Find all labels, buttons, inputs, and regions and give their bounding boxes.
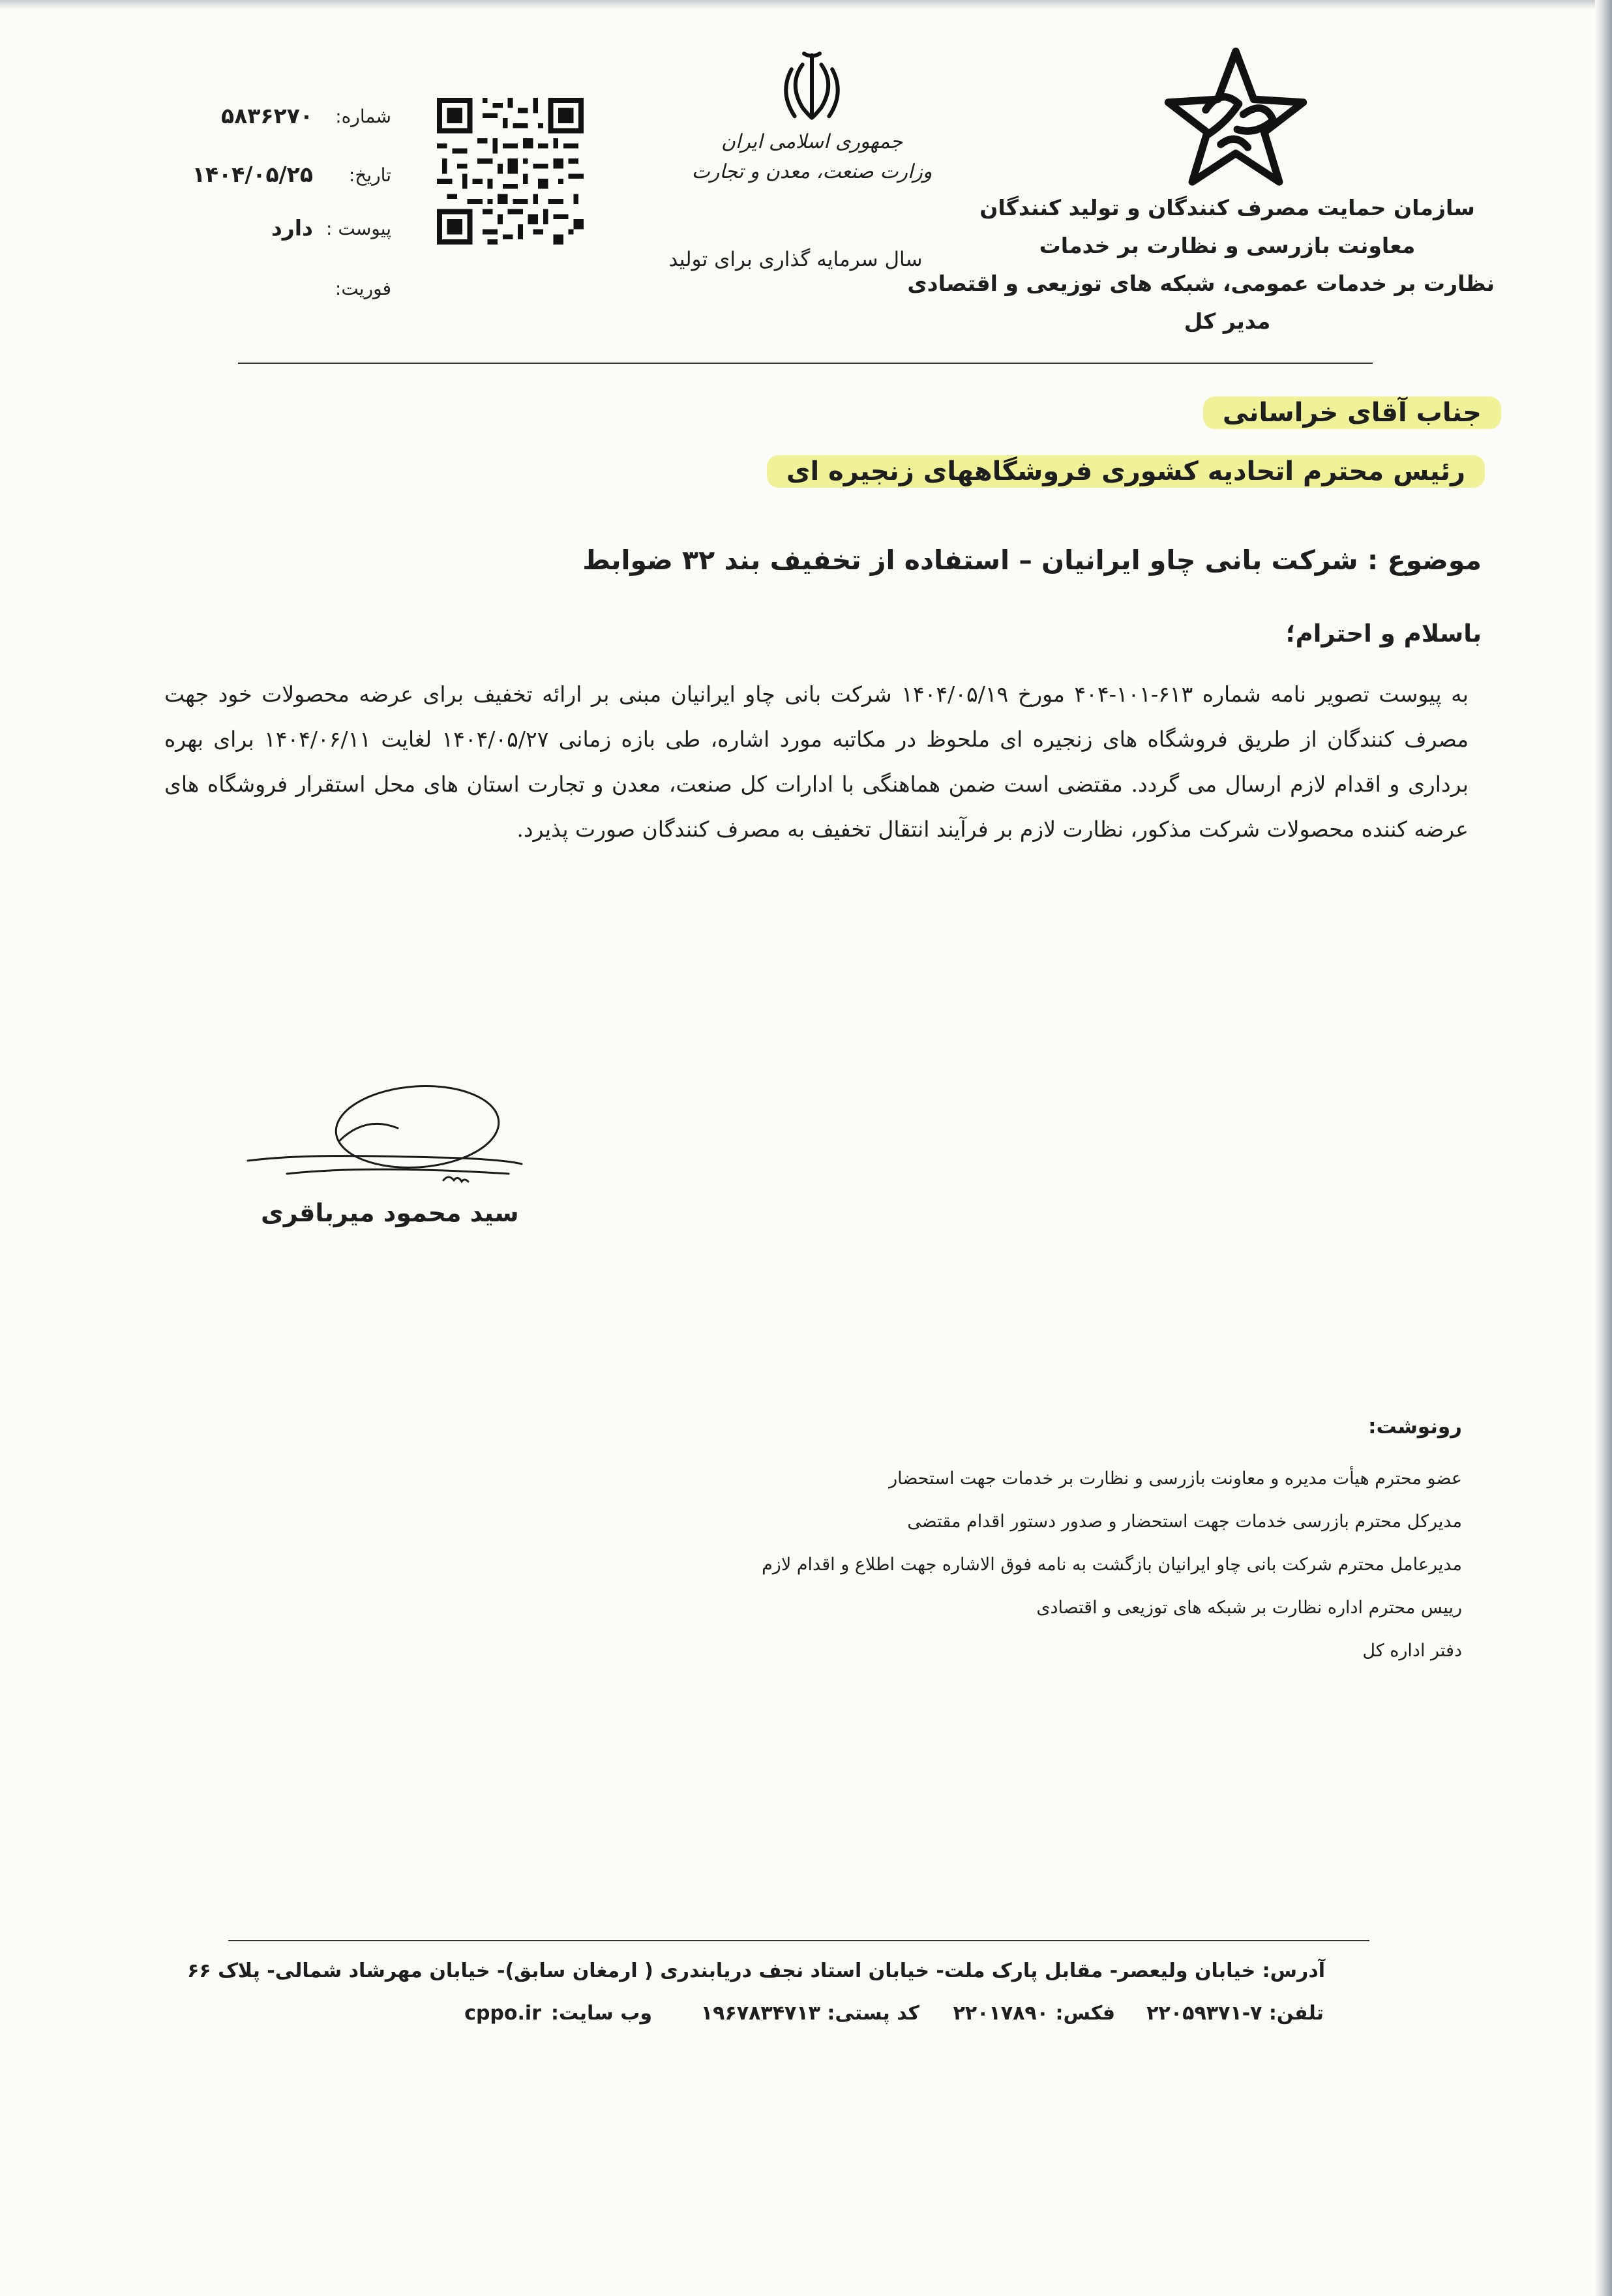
urgency-label: فوریت: xyxy=(335,278,391,299)
year-slogan: سال سرمایه گذاری برای تولید xyxy=(668,248,923,271)
footer-website-label: وب سایت: xyxy=(550,2002,652,2025)
scan-shadow-top xyxy=(0,0,1612,9)
signer-name: سید محمود میرباقری xyxy=(261,1199,519,1227)
date-label: تاریخ: xyxy=(348,164,391,186)
letter-body: به پیوست تصویر نامه شماره ۶۱۳-۱۰۱-۴۰۴ مورخ ۱۴۰۴/۰۵/۱۹ شرکت بانی چاو ایرانیان مبنی بر ارائه تخفیف برای عرضه محصولات خود جهت مصرف کنندگان از طریق فروشگاه های زنجیره ای ملحوظ در مکاتبه مورد اشاره، طی بازه زمانی ۱۴۰۴/۰۵/۲۷ لغایت ۱۴۰۴/۰۶/۱۱ برای بهره برداری و اقدام لازم ارسال می گردد. مقتضی است ضمن هماهنگی با ادارات کل صنعت، معدن و تجارت استان های محل استقرار فروشگاه های عرضه کننده محصولات شرکت مذکور، نظارت لازم بر فرآیند انتقال تخفیف به مصرف کنندگان صورت پذیرد. xyxy=(164,681,1469,842)
footer-divider xyxy=(228,1940,1369,1941)
number-label: شماره: xyxy=(335,106,391,127)
national-emblem-icon xyxy=(773,49,851,127)
footer-postal: کد پستی: ۱۹۶۷۸۳۴۷۱۳ xyxy=(700,2002,919,2025)
header-divider xyxy=(238,363,1373,364)
meta-date xyxy=(150,162,391,194)
footer-website: cppo.ir xyxy=(464,2002,541,2025)
org-line-4: مدیر کل xyxy=(1184,308,1271,334)
org-header xyxy=(907,189,1495,340)
org-line-3: نظارت بر خدمات عمومی، شبکه های توزیعی و اقتصادی xyxy=(907,271,1495,296)
qr-code-icon xyxy=(437,98,584,245)
ministry-line-1: جمهوری اسلامی ایران xyxy=(721,130,903,153)
ministry-title xyxy=(659,127,965,187)
org-line-2: معاونت بازرسی و نظارت بر خدمات xyxy=(1039,233,1416,258)
cc-list xyxy=(762,1457,1462,1673)
org-line-1: سازمان حمایت مصرف کنندگان و تولید کنندگان xyxy=(979,195,1475,220)
letter-subject: موضوع : شرکت بانی چاو ایرانیان – استفاده از تخفیف بند ۳۲ ضوابط xyxy=(582,544,1482,576)
greeting: باسلام و احترام؛ xyxy=(1285,619,1482,648)
cc-item: مدیرکل محترم بازرسی خدمات جهت استحضار و صدور دستور اقدام مقتضی xyxy=(907,1512,1462,1532)
cc-title: رونوشت: xyxy=(1368,1415,1462,1439)
cc-item: عضو محترم هیأت مدیره و معاونت بازرسی و نظارت بر خدمات جهت استحضار xyxy=(889,1469,1462,1489)
date-value: ۱۴۰۴/۰۵/۲۵ xyxy=(192,162,313,187)
cc-item: رییس محترم اداره نظارت بر شبکه های توزیعی و اقتصادی xyxy=(1036,1598,1462,1618)
addressee-name: جناب آقای خراسانی xyxy=(1203,398,1501,428)
addressee-title: رئیس محترم اتحادیه کشوری فروشگاههای زنجیره ای xyxy=(767,456,1485,486)
footer-address: آدرس: خیابان ولیعصر- مقابل پارک ملت- خیابان استاد نجف دریابندری ( ارمغان سابق)- خیابان مهرشاد شمالی- پلاک ۶۶ xyxy=(187,1960,1325,1982)
cc-item: دفتر اداره کل xyxy=(1362,1641,1462,1661)
meta-urgency xyxy=(150,275,391,308)
footer-phone: تلفن: ۷-۲۲۰۵۹۳۷۱ xyxy=(1146,2002,1324,2025)
scan-shadow-right xyxy=(1595,0,1612,2296)
ministry-line-2: وزارت صنعت، معدن و تجارت xyxy=(691,160,933,183)
footer-fax: فکس: ۲۲۰۱۷۸۹۰ xyxy=(953,2002,1115,2025)
meta-number xyxy=(150,103,391,136)
attachment-label: پیوست : xyxy=(326,218,391,239)
cc-item: مدیرعامل محترم شرکت بانی چاو ایرانیان بازگشت به نامه فوق الاشاره جهت اطلاع و اقدام لازم xyxy=(762,1555,1462,1575)
number-value: ۵۸۳۶۲۷۰ xyxy=(221,103,313,128)
attachment-value: دارد xyxy=(271,215,313,241)
meta-attachment xyxy=(150,215,391,248)
org-star-logo-icon xyxy=(1161,42,1311,192)
